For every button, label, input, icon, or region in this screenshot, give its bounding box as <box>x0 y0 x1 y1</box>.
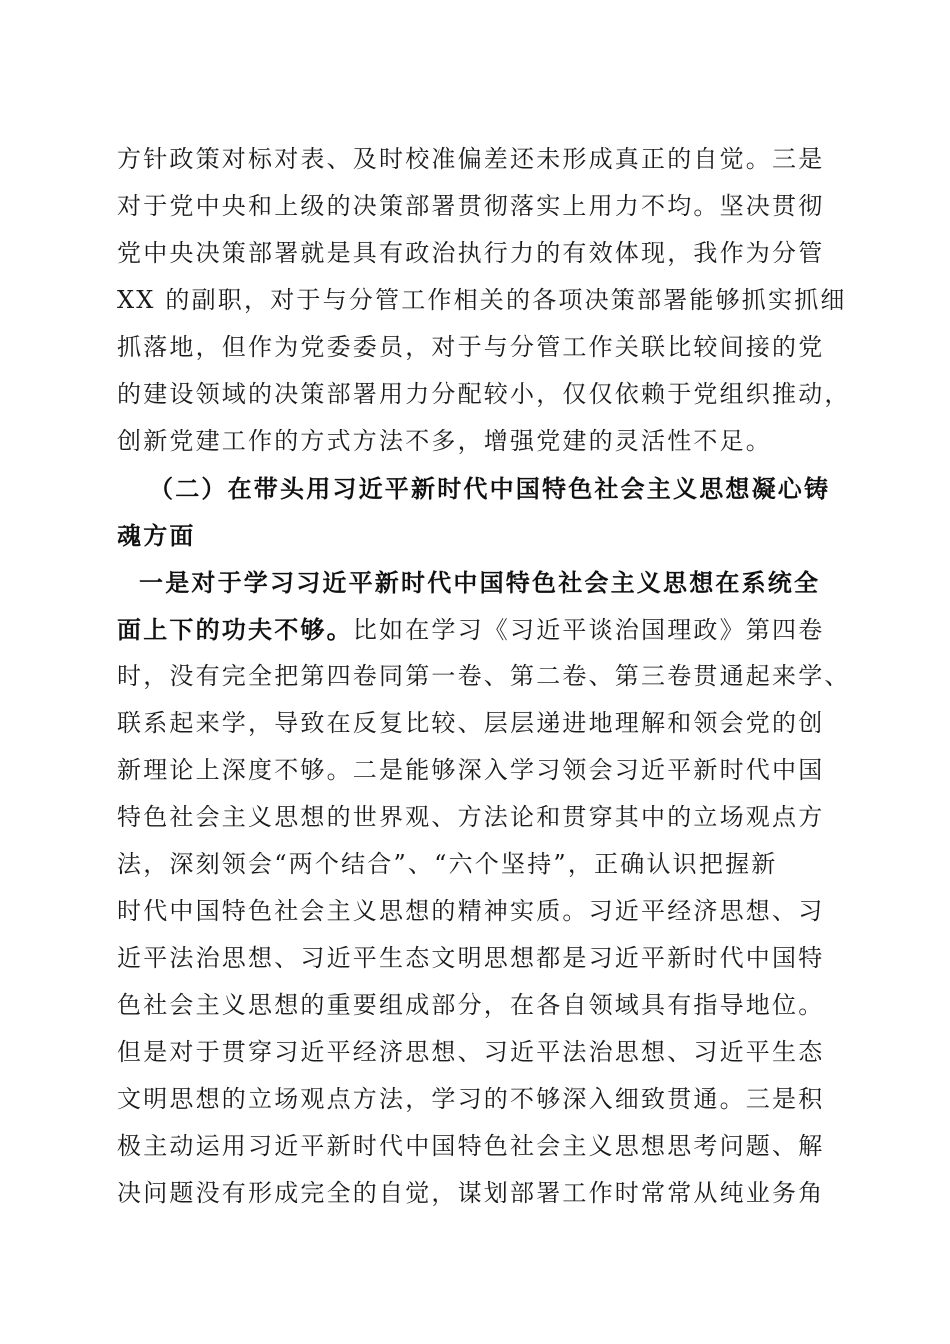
paragraph-1-line: 抓落地，但作为党委委员，对于与分管工作关联比较间接的党 <box>117 333 825 361</box>
section-heading-line: 魂方面 <box>117 521 196 550</box>
paragraph-2-line: 但是对于贯穿习近平经济思想、习近平法治思想、习近平生态 <box>117 1038 825 1066</box>
paragraph-2-line: 文明思想的立场观点方法，学习的不够深入细致贯通。三是积 <box>117 1085 825 1113</box>
paragraph-2 <box>117 559 851 1217</box>
paragraph-1-line: 的建设领域的决策部署用力分配较小，仅仅依赖于党组织推动， <box>117 380 851 408</box>
paragraph-2-line: 色社会主义思想的重要组成部分，在各自领域具有指导地位。 <box>117 991 825 1019</box>
paragraph-2-lead-end: 面上下的功夫不够。 <box>117 615 353 644</box>
paragraph-1-line: 创新党建工作的方式方法不多，增强党建的灵活性不足。 <box>117 427 772 455</box>
paragraph-2-line-rest: 比如在学习《习近平谈治国理政》第四卷 <box>352 616 825 644</box>
paragraph-1-line: 党中央决策部署就是具有政治执行力的有效体现，我作为分管 <box>117 239 825 267</box>
paragraph-2-line: 法，深刻领会“两个结合”、“六个坚持”，正确认识把握新 <box>117 850 778 878</box>
paragraph-2-line <box>117 606 837 653</box>
paragraph-1-line: 方针政策对标对表、及时校准偏差还未形成真正的自觉。三是 <box>117 145 825 173</box>
paragraph-1 <box>117 136 851 465</box>
paragraph-2-line: 时，没有完全把第四卷同第一卷、第二卷、第三卷贯通起来学、 <box>117 662 851 690</box>
paragraph-2-lead-line: 一是对于学习习近平新时代中国特色社会主义思想在系统全 <box>139 568 821 597</box>
paragraph-1-line: 对于党中央和上级的决策部署贯彻落实上用力不均。坚决贯彻 <box>117 192 825 220</box>
paragraph-2-line: 时代中国特色社会主义思想的精神实质。习近平经济思想、习 <box>117 897 825 925</box>
section-heading <box>117 465 837 559</box>
paragraph-2-line: 联系起来学，导致在反复比较、层层递进地理解和领会党的创 <box>117 709 825 737</box>
paragraph-2-line: 新理论上深度不够。二是能够深入学习领会习近平新时代中国 <box>117 756 825 784</box>
paragraph-2-line: 特色社会主义思想的世界观、方法论和贯穿其中的立场观点方 <box>117 803 825 831</box>
section-heading-line: （二）在带头用习近平新时代中国特色社会主义思想凝心铸 <box>149 474 831 503</box>
paragraph-2-line: 决问题没有形成完全的自觉，谋划部署工作时常常从纯业务角 <box>117 1179 825 1207</box>
paragraph-1-line: XX 的副职，对于与分管工作相关的各项决策部署能够抓实抓细 <box>117 286 847 314</box>
paragraph-2-line: 近平法治思想、习近平生态文明思想都是习近平新时代中国特 <box>117 944 825 972</box>
paragraph-2-line: 极主动运用习近平新时代中国特色社会主义思想思考问题、解 <box>117 1132 825 1160</box>
